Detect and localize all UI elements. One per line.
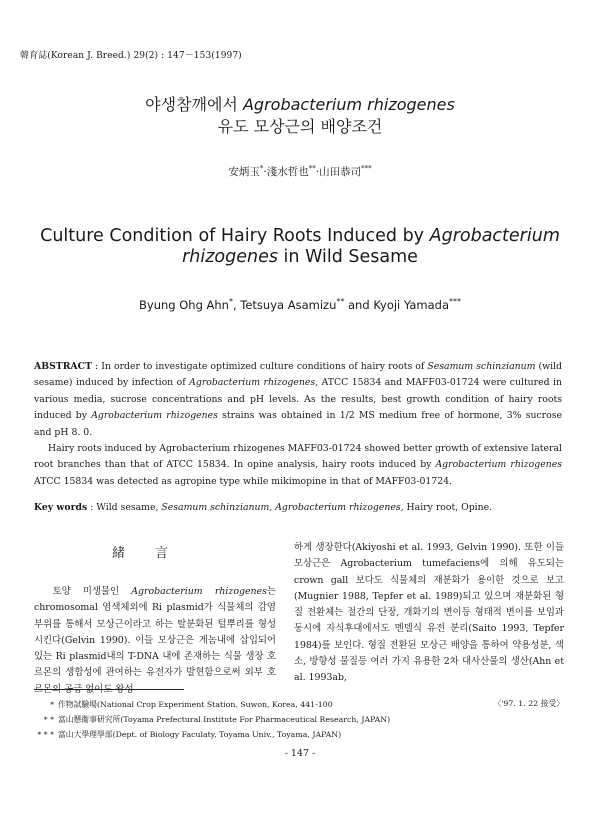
abstract-text: ATCC 15834 was detected as agropine type while mikimopine in that of MAFF03-01724.: [34, 475, 452, 487]
author-cjk-2-mark: **: [308, 164, 316, 173]
author-en-separator: and: [344, 297, 374, 312]
english-title-text: Culture Condition of Hairy Roots Induced by: [40, 226, 430, 246]
english-title-species: rhizogenes: [182, 247, 278, 267]
keywords-species: Sesamum schinzianum, Agrobacterium rhizogenes,: [161, 502, 404, 513]
abstract-paragraph-1: [34, 359, 562, 441]
footnote-mark: * *: [43, 715, 54, 724]
intro-text: 는 chromosomal 염색체외에 Ri plasmid가 식물체의 감염부위를 통해서 모상근이라고 하는 탈분화된 털뿌리를 형성시킨다(Gelvin 1990). 이들 모상근은 게놈내에 삽입되어 있는 Ri plasmid내의 T-DNA 내에 존재하는 식물 생장 호르몬의 생합성에 관여하는 유전자가 발현함으로써 외부 호르몬의 공급 없이도 왕성: [34, 586, 276, 695]
keywords-text: Hairy root, Opine.: [403, 502, 493, 513]
keywords: [34, 502, 574, 513]
journal-citation: 韓育誌(Korean J. Breed.) 29(2) : 147－153(1997): [20, 51, 242, 61]
introduction-heading: 緒言: [111, 546, 198, 561]
author-cjk-2: 淺水哲也: [266, 166, 309, 178]
author-en-3-mark: ***: [449, 297, 461, 306]
author-cjk-3-mark: ***: [361, 164, 372, 173]
authors-english: [0, 297, 600, 312]
footnote-item: [24, 697, 564, 712]
author-en-1: Byung Ohg Ahn: [139, 297, 229, 312]
intro-text: 토양 미생물인: [52, 586, 132, 597]
intro-left-column: [34, 584, 276, 698]
page-number: - 147 -: [284, 748, 316, 759]
footnote-divider: [34, 689, 184, 690]
footnote-mark: *: [50, 700, 54, 709]
intro-paragraph-left: [34, 584, 276, 698]
footnote-mark: * * *: [37, 730, 54, 739]
abstract-species: Agrobacterium rhizogenes: [435, 459, 562, 471]
korean-title-species: Agrobacterium rhizogenes: [242, 95, 455, 114]
english-title-genus: Agrobacterium: [429, 226, 560, 246]
author-en-1-mark: *: [228, 297, 233, 306]
korean-title-line1: [0, 92, 600, 115]
author-cjk-3: 山田恭司: [319, 166, 362, 178]
author-en-separator: ,: [232, 297, 241, 312]
author-cjk-1-mark: *: [259, 164, 264, 173]
footnotes: [24, 697, 564, 742]
abstract-text: ATCC 15834 and MAFF03-01724 were cultured in various media, sucrose concentrations and pH levels. As the results, best growth condition of hairy roots induced by: [34, 377, 563, 422]
intro-species: Agrobacterium rhizogenes: [131, 586, 267, 597]
author-en-2: Tetsuya Asamizu: [240, 297, 337, 312]
abstract: [34, 359, 562, 490]
english-title-line2: [0, 247, 600, 267]
received-date: 〈'97. 1. 22 接受〉: [493, 699, 564, 708]
abstract-label: ABSTRACT: [34, 361, 92, 372]
intro-paragraph-right: 하게 생장한다(Akiyoshi et al. 1993, Gelvin 1990). 또한 이들 모상근은 Agrobacterium tumefaciens에 의해 유도되는 crown gall 보다도 식물체의 재분화가 용이한 것으로 보고(Mugnier 1988, Tepfer et al. 1989)되고 있으며 재분화된 형질 전환체는 절간의 단장, 개화기의 변이등 형태적 변이를 보임과 동시에 자식후대에서도 멘델식 유전 분리(Saito 1993, Tepfer 1984)를 보인다. 형질 전환된 모상근 배양을 통하여 약용성분, 색소, 방향성 물질등 여러 가지 유용한 2차 대사산물의 생산(Ahn et al. 1993ab,: [294, 542, 564, 684]
korean-title-line2: 유도 모상근의 배양조건: [217, 117, 383, 136]
footnote-text: 富山大學理學部(Dept. of Biology Faculaty, Toyama Univ., Toyama, JAPAN): [58, 730, 342, 739]
abstract-text: : In order to investigate optimized culture conditions of hairy roots of: [91, 361, 428, 372]
english-title-tail: in Wild Sesame: [277, 247, 418, 267]
abstract-species: Sesamum schinzianum: [427, 361, 536, 372]
author-cjk-1: 安炳玉: [228, 166, 260, 178]
intro-right-column: [294, 540, 564, 687]
footnote-item: [24, 727, 564, 742]
footnote-item: [24, 712, 564, 727]
footnote-text: 作物試驗場(National Crop Experiment Station, Suwon, Korea, 441-100: [58, 700, 333, 709]
author-separator: ·: [263, 166, 267, 178]
abstract-paragraph-2: [34, 441, 562, 490]
authors-cjk: [0, 164, 600, 179]
abstract-text: (wild sesame) induced by infection of: [34, 361, 562, 389]
author-en-3: Kyoji Yamada: [373, 297, 449, 312]
author-separator: ·: [315, 166, 320, 178]
keywords-label: Key words: [34, 502, 88, 513]
keywords-text: : Wild sesame,: [87, 502, 162, 513]
abstract-species: Agrobacterium rhizogenes: [91, 410, 218, 422]
abstract-text: strains was obtained in 1/2 MS medium free of hormone, 3% sucrose and pH 8. 0.: [34, 410, 562, 438]
korean-title-prefix: 야생참깨에서: [145, 95, 243, 114]
author-en-2-mark: **: [336, 297, 345, 306]
footnote-text: 富山懸衞事研究所(Toyama Prefectural Institute For Pharmaceutical Research, JAPAN): [58, 715, 391, 724]
abstract-text: Hairy roots induced by Agrobacterium rhizogenes MAFF03-01724 showed better growth of extensive lateral root branches than that of ATCC 15834. In opine analysis, hairy roots induced by: [34, 443, 562, 471]
abstract-species: Agrobacterium rhizogenes,: [189, 377, 319, 389]
english-title-line1: [0, 226, 600, 246]
